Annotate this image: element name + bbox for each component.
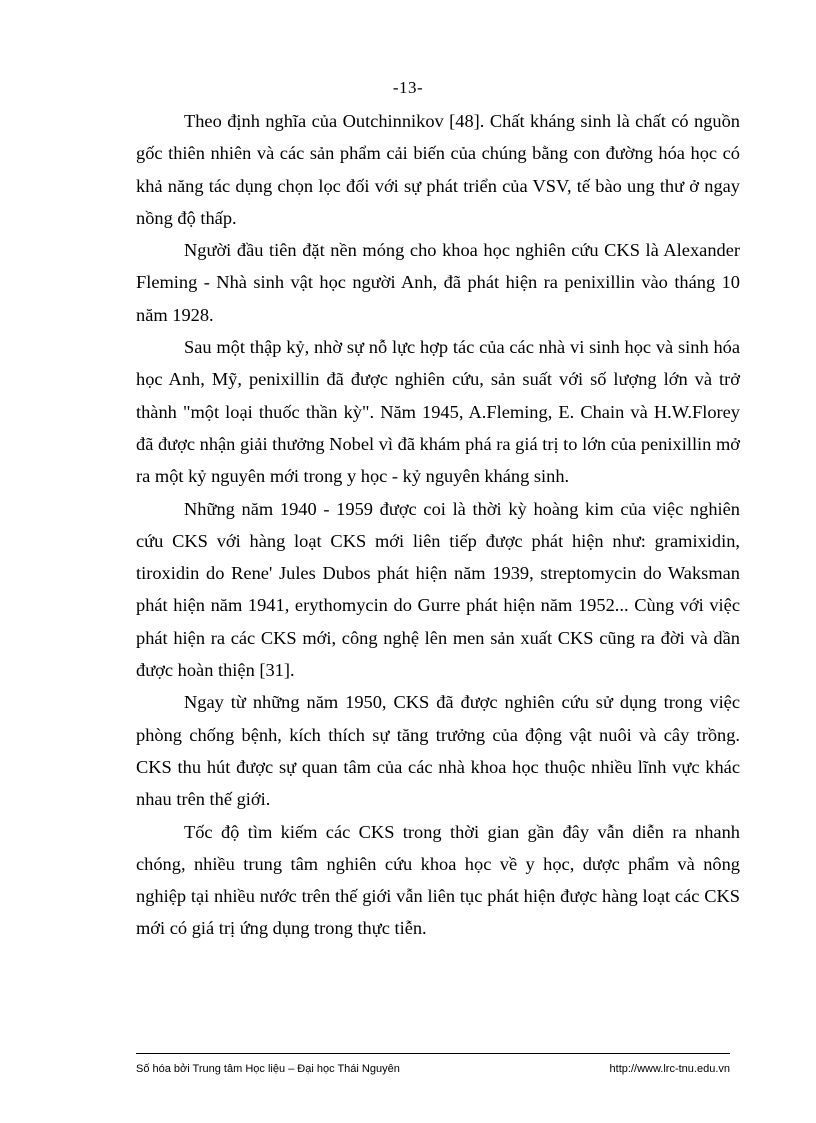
footer (136, 1060, 730, 1078)
paragraph-definition: Theo định nghĩa của Outchinnikov [48]. Chất kháng sinh là chất có nguồn gốc thiên nhiên và các sản phẩm cải biến của chúng bằng con đường hóa học có khả năng tác dụng chọn lọc đối với sự phát triển của VSV, tế bào ung thư ở ngay nồng độ thấp. (136, 111, 740, 228)
paragraph-applications: Ngay từ những năm 1950, CKS đã được nghiên cứu sử dụng trong việc phòng chống bệnh, kích thích sự tăng trưởng của động vật nuôi và cây trồng. CKS thu hút được sự quan tâm của các nhà khoa học thuộc nhiều lĩnh vực khác nhau trên thế giới. (136, 692, 740, 810)
page-number: -13- (392, 78, 424, 97)
paragraph-recent-research: Tốc độ tìm kiếm các CKS trong thời gian gần đây vẫn diễn ra nhanh chóng, nhiều trung tâm nghiên cứu khoa học về y học, dược phẩm và nông nghiệp tại nhiều nước trên thế giới vẫn liên tục phát hiện được hàng loạt các CKS mới có giá trị ứng dụng trong thực tiễn. (136, 821, 740, 939)
footer-credit: Số hóa bởi Trung tâm Học liệu – Đại học Thái Nguyên (136, 1063, 400, 1075)
footer-divider (136, 1053, 730, 1054)
paragraph-penicillin-production: Sau một thập kỷ, nhờ sự nỗ lực hợp tác của các nhà vi sinh học và sinh hóa học Anh, Mỹ, penixillin đã được nghiên cứu, sản suất với số lượng lớn và trở thành "một loại thuốc thần kỳ". Năm 1945, A.Fleming, E. Chain và H.W.Florey đã được nhận giải thưởng Nobel vì đã khám phá ra giá trị to lớn của penixillin mở ra một kỷ nguyên mới trong y học - kỷ nguyên kháng sinh. (136, 337, 740, 487)
paragraph-fleming: Người đầu tiên đặt nền móng cho khoa học nghiên cứu CKS là Alexander Fleming - Nhà sinh vật học người Anh, đã phát hiện ra penixillin vào tháng 10 năm 1928. (136, 240, 740, 325)
footer-url[interactable]: http://www.lrc-tnu.edu.vn (609, 1063, 730, 1075)
paragraph-golden-age: Những năm 1940 - 1959 được coi là thời kỳ hoàng kim của việc nghiên cứu CKS với hàng loạt CKS mới liên tiếp được phát hiện như: gramixidin, tiroxidin do Rene' Jules Dubos phát hiện năm 1939, streptomycin do Waksman phát hiện năm 1941, erythomycin do Gurre phát hiện năm 1952... Cùng với việc phát hiện ra các CKS mới, công nghệ lên men sản xuất CKS cũng ra đời và dần được hoàn thiện [31]. (136, 498, 740, 681)
body-text (136, 105, 740, 945)
